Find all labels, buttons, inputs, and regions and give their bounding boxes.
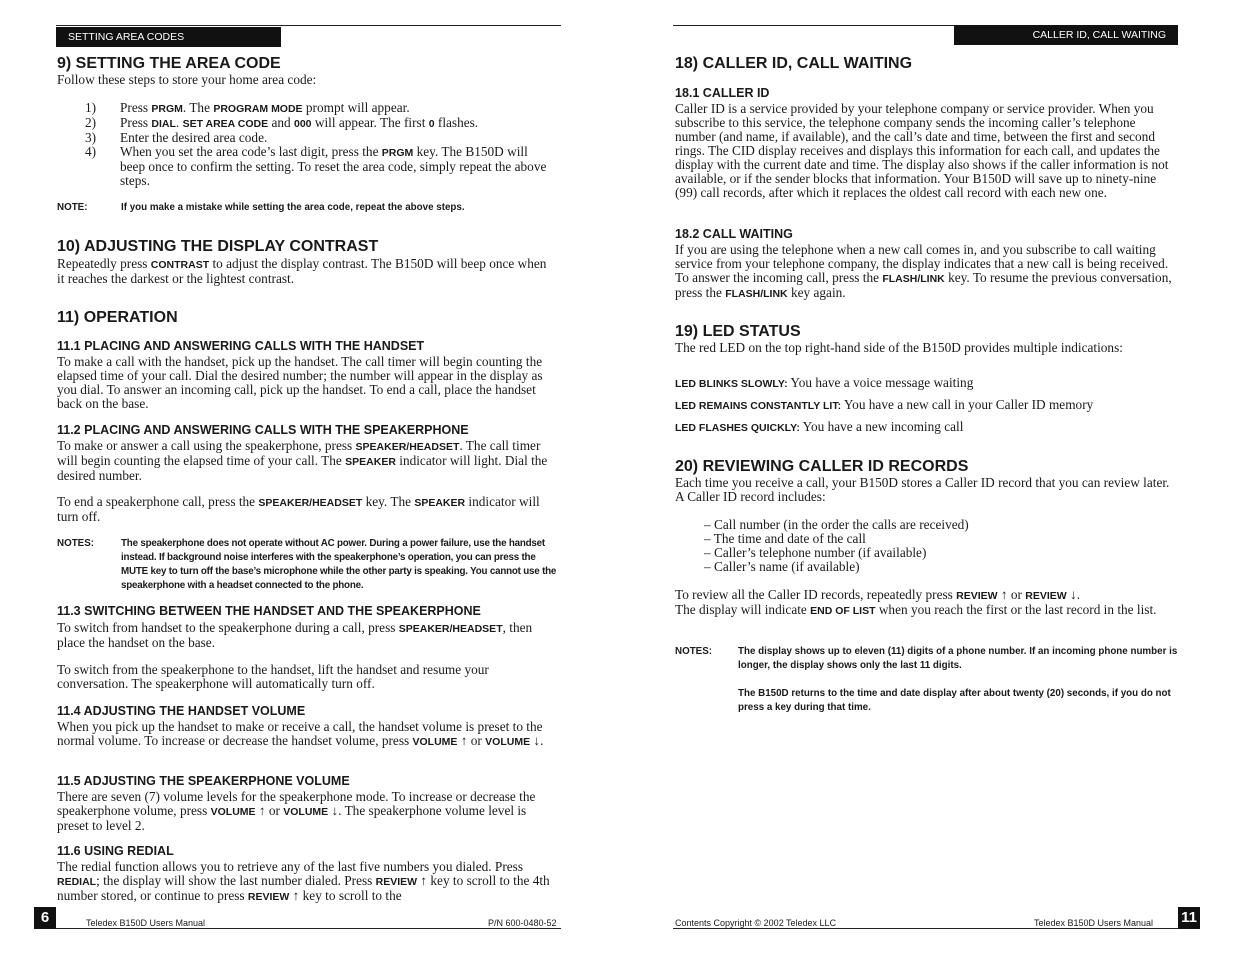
right-page (620, 0, 1235, 954)
note-1: The display shows up to eleven (11) digits of a phone number. If an incoming phone number is longer, the display shows only the last 11 digits. (738, 646, 1178, 671)
section-18-1-title: 18.1 CALLER ID (675, 86, 770, 100)
led-item: LED REMAINS CONSTANTLY LIT: You have a new call in your Caller ID memory (675, 397, 1094, 412)
arrow-up-icon: ↑ (1000, 587, 1008, 602)
step-item: 4) When you set the area code’s last digit, press the PRGM key. The B150D will beep once to confirm the setting. To reset the area code, simply repeat the above steps. (85, 144, 547, 188)
footer-right: P/N 600-0480-52 (488, 918, 557, 928)
notes-label: NOTES: (57, 538, 95, 549)
note-2: The B150D returns to the time and date display after about twenty (20) seconds, if you do not press a key during that time. (738, 688, 1171, 713)
arrow-up-icon: ↑ (292, 888, 300, 903)
page-number: 6 (34, 907, 56, 929)
notes-label: NOTES: (675, 646, 713, 657)
left-page (0, 0, 600, 954)
record-fields-list (704, 518, 1174, 574)
section-11-2-title: 11.2 PLACING AND ANSWERING CALLS WITH THE SPEAKERPHONE (57, 423, 469, 437)
section-20-title: 20) REVIEWING CALLER ID RECORDS (675, 458, 969, 475)
list-item: – Caller’s name (if available) (704, 559, 860, 574)
step-item: 3) Enter the desired area code. (85, 130, 268, 145)
section-10-title: 10) ADJUSTING THE DISPLAY CONTRAST (57, 238, 379, 255)
section-9-steps (57, 101, 547, 188)
section-9-intro: Follow these steps to store your home area code: (57, 72, 317, 87)
section-11-title: 11) OPERATION (57, 309, 178, 326)
section-9-title: 9) SETTING THE AREA CODE (57, 55, 281, 72)
list-item: – Caller’s telephone number (if available) (704, 545, 927, 560)
section-11-5-text: There are seven (7) volume levels for the speakerphone mode. To increase or decrease the speakerphone volume, press VOLUME ↑ or VOLUME ↓. The speakerphone volume level is preset to level 2. (57, 789, 536, 833)
step-item: 2) Press DIAL. SET AREA CODE and 000 will appear. The first 0 flashes. (85, 115, 479, 130)
arrow-down-icon: ↓ (1070, 587, 1077, 602)
section-20-review: To review all the Caller ID records, repeatedly press REVIEW ↑ or REVIEW ↓. The display will indicate END OF LIST when you reach the first or the last record in the list. (675, 587, 1157, 617)
page-number: 11 (1178, 907, 1200, 929)
section-11-4-title: 11.4 ADJUSTING THE HANDSET VOLUME (57, 704, 306, 718)
header-rule (56, 25, 561, 26)
footer-rule (56, 928, 561, 929)
led-item: LED FLASHES QUICKLY: You have a new incoming call (675, 419, 964, 434)
section-11-4-text: When you pick up the handset to make or receive a call, the handset volume is preset to the normal volume. To increase or decrease the handset volume, press VOLUME ↑ or VOLUME ↓. (57, 719, 544, 748)
section-11-2-text: To make or answer a call using the speakerphone, press SPEAKER/HEADSET. The call timer will begin counting the elapsed time of your call. The SPEAKER indicator will light. Dial the desired number. (57, 438, 548, 483)
section-11-6-title: 11.6 USING REDIAL (57, 844, 174, 858)
footer-right: Teledex B150D Users Manual (1034, 918, 1154, 928)
section-20-intro: Each time you receive a call, your B150D stores a Caller ID record that you can review later. A Caller ID record includes: (675, 475, 1170, 504)
step-item: 1) Press PRGM. The PROGRAM MODE prompt will appear. (85, 100, 410, 115)
section-11-5-title: 11.5 ADJUSTING THE SPEAKERPHONE VOLUME (57, 774, 350, 788)
note-text: If you make a mistake while setting the area code, repeat the above steps. (121, 202, 465, 213)
section-11-3-text-2: To switch from the speakerphone to the handset, lift the handset and resume your conversation. The speakerphone will automatically turn off. (57, 662, 489, 691)
led-item: LED BLINKS SLOWLY: You have a voice message waiting (675, 375, 974, 390)
arrow-up-icon: ↑ (258, 803, 266, 818)
section-11-2-end: To end a speakerphone call, press the SPEAKER/HEADSET key. The SPEAKER indicator will turn off. (57, 494, 540, 524)
section-11-3-title: 11.3 SWITCHING BETWEEN THE HANDSET AND THE SPEAKERPHONE (57, 604, 481, 618)
list-item: – Call number (in the order the calls are received) (704, 517, 969, 532)
section-11-1-text: To make a call with the handset, pick up the handset. The call timer will begin counting the elapsed time of your call. Dial the desired number; the number will appear in the display as you dial. To answer an incoming call, pick up the handset. To end a call, place the handset back on the base. (57, 354, 543, 411)
footer-left: Contents Copyright © 2002 Teledex LLC (675, 918, 837, 928)
header-tab: CALLER ID, CALL WAITING (954, 25, 1178, 45)
header-tab: SETTING AREA CODES (56, 27, 281, 47)
section-11-3-text: To switch from handset to the speakerphone during a call, press SPEAKER/HEADSET, then place the handset on the base. (57, 620, 533, 650)
footer-left: Teledex B150D Users Manual (86, 918, 206, 928)
section-19-title: 19) LED STATUS (675, 323, 801, 340)
section-11-6-text: The redial function allows you to retrieve any of the last five numbers you dialed. Press REDIAL; the display will show the last number dialed. Press REVIEW ↑ key to scroll to the 4th number stored, or continue to press REVIEW ↑ key to scroll to the (57, 859, 550, 903)
section-18-2-text: If you are using the telephone when a new call comes in, and you subscribe to call waiting service from your telephone company, the display indicates that a new call is being received. To answer the incoming call, press the FLASH/LINK key. To resume the previous conversation, press the FLASH/LINK key again. (675, 242, 1172, 300)
section-18-1-text: Caller ID is a service provided by your telephone company or service provider. When you subscribe to this service, the telephone company sends the incoming caller’s telephone number (and name, if available), and the call’s date and time, between the first and second rings. The CID display receives and displays this information for each call, and updates the display with the current date and time. The display also shows if the caller information is not available, or if the sender blocks that information. Your B150D will save up to ninety-nine (99) call records, after which it replaces the oldest call record with each new one. (675, 101, 1169, 200)
arrow-down-icon: ↓ (533, 733, 541, 748)
section-11-1-title: 11.1 PLACING AND ANSWERING CALLS WITH THE HANDSET (57, 339, 425, 353)
section-18-title: 18) CALLER ID, CALL WAITING (675, 55, 913, 72)
note-label: NOTE: (57, 202, 88, 213)
arrow-up-icon: ↑ (420, 873, 428, 888)
footer-rule (673, 928, 1178, 929)
section-10-text: Repeatedly press CONTRAST to adjust the display contrast. The B150D will beep once when it reaches the darkest or the lightest contrast. (57, 256, 547, 286)
section-19-intro: The red LED on the top right-hand side of the B150D provides multiple indications: (675, 340, 1123, 355)
notes-text: The speakerphone does not operate without AC power. During a power failure, use the handset instead. If background noise interferes with the speakerphone’s operation, you can press the MUTE key to turn off the base’s microphone while the other party is speaking. You cannot use the speakerphone with a headset connected to the phone. (121, 538, 557, 591)
arrow-down-icon: ↓ (331, 803, 339, 818)
list-item: – The time and date of the call (704, 531, 866, 546)
arrow-up-icon: ↑ (460, 733, 468, 748)
section-18-2-title: 18.2 CALL WAITING (675, 227, 793, 241)
